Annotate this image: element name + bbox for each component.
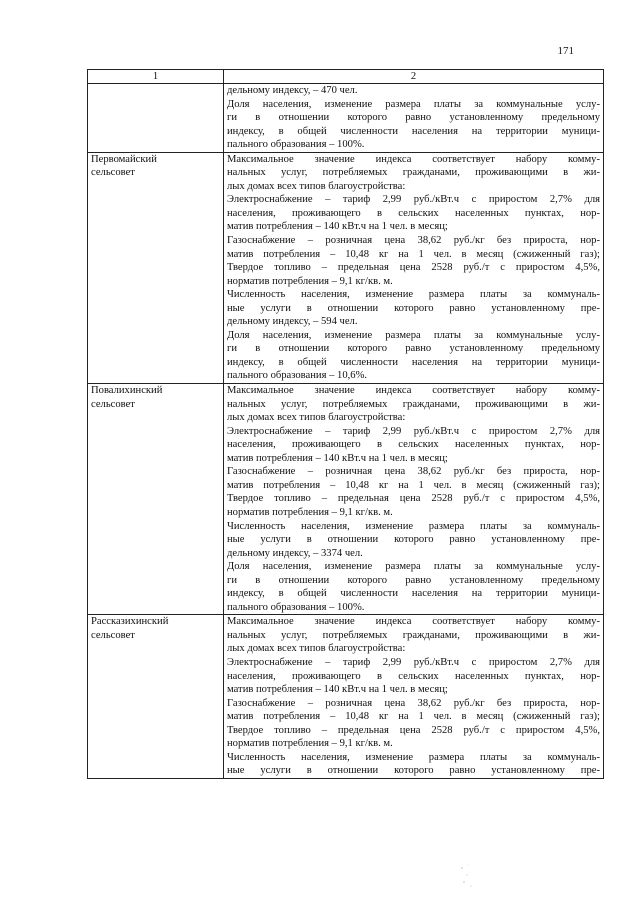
- description-line: Газоснабжение – розничная цена 38,62 руб./кг без прироста, нор-: [227, 235, 600, 247]
- region-name-cell: [88, 84, 224, 153]
- region-name-line: Повалихинский: [91, 385, 163, 397]
- description-line: Максимальное значение индекса соответствует набору комму-: [227, 385, 600, 397]
- description-line: индексу, в общей численности населения на территории муници-: [227, 125, 600, 137]
- description-line: нальных услуг, потребляемых гражданами, проживающими в жи-: [227, 398, 600, 410]
- description-line: ги в отношении которого равно установленному предельному: [227, 112, 600, 124]
- description-line: населения, проживающего в сельских населенных пунктах, нор-: [227, 439, 600, 451]
- description-line: матив потребления – 140 кВт.ч на 1 чел. в месяц;: [227, 684, 448, 696]
- description-line: Газоснабжение – розничная цена 38,62 руб./кг без прироста, нор-: [227, 697, 600, 709]
- column-header-1: 1: [88, 70, 224, 84]
- description-line: Газоснабжение – розничная цена 38,62 руб./кг без прироста, нор-: [227, 466, 600, 478]
- description-line: Численность населения, изменение размера платы за коммуналь-: [227, 289, 600, 301]
- description-line: пального образования – 10,6%.: [227, 370, 368, 382]
- description-line: населения, проживающего в сельских населенных пунктах, нор-: [227, 670, 600, 682]
- description-line: нальных услуг, потребляемых гражданами, проживающими в жи-: [227, 629, 600, 641]
- description-line: Твердое топливо – предельная цена 2528 руб./т с приростом 4,5%,: [227, 262, 600, 274]
- description-cell: [224, 384, 604, 615]
- region-name-cell: [88, 384, 224, 615]
- region-name-line: Первомайский: [91, 153, 157, 165]
- description-line: лых домах всех типов благоустройства:: [227, 412, 406, 424]
- document-table: [87, 69, 604, 779]
- column-header-2: 2: [224, 70, 604, 84]
- description-line: ги в отношении которого равно установленному предельному: [227, 574, 600, 586]
- description-line: индексу, в общей численности населения на территории муници-: [227, 356, 600, 368]
- page-number: 171: [557, 45, 574, 57]
- description-cell: [224, 615, 604, 779]
- scan-noise-marks: [458, 862, 488, 892]
- description-line: матив потребления – 140 кВт.ч на 1 чел. в месяц;: [227, 221, 448, 233]
- description-line: Электроснабжение – тариф 2,99 руб./кВт.ч с приростом 2,7% для: [227, 425, 600, 437]
- description-line: ные услуги в отношении которого равно установленному пре-: [227, 302, 600, 314]
- description-line: населения, проживающего в сельских населенных пунктах, нор-: [227, 207, 600, 219]
- description-line: матив потребления – 10,48 кг на 1 чел. в месяц (сжиженный газ);: [227, 711, 600, 723]
- description-line: нальных услуг, потребляемых гражданами, проживающими в жи-: [227, 167, 600, 179]
- region-name-line: Рассказихинский: [91, 616, 169, 628]
- table-header-row: [88, 70, 604, 84]
- description-line: Электроснабжение – тариф 2,99 руб./кВт.ч с приростом 2,7% для: [227, 194, 600, 206]
- description-line: ные услуги в отношении которого равно установленному пре-: [227, 765, 600, 777]
- description-cell: [224, 152, 604, 383]
- description-line: ги в отношении которого равно установленному предельному: [227, 343, 600, 355]
- description-line: Доля населения, изменение размера платы за коммунальные услу-: [227, 561, 600, 573]
- region-name-cell: [88, 152, 224, 383]
- description-line: Электроснабжение – тариф 2,99 руб./кВт.ч с приростом 2,7% для: [227, 656, 600, 668]
- description-line: пального образования – 100%.: [227, 139, 365, 151]
- description-line: норматив потребления – 9,1 кг/кв. м.: [227, 738, 393, 750]
- description-line: Твердое топливо – предельная цена 2528 руб./т с приростом 4,5%,: [227, 493, 600, 505]
- description-line: Доля населения, изменение размера платы за коммунальные услу-: [227, 98, 600, 110]
- table-row: [88, 384, 604, 615]
- description-line: Численность населения, изменение размера платы за коммуналь-: [227, 520, 600, 532]
- description-line: пального образования – 100%.: [227, 601, 365, 613]
- description-line: Максимальное значение индекса соответствует набору комму-: [227, 616, 600, 628]
- description-line: Твердое топливо – предельная цена 2528 руб./т с приростом 4,5%,: [227, 724, 600, 736]
- table-row: [88, 152, 604, 383]
- description-line: дельному индексу, – 594 чел.: [227, 316, 358, 328]
- description-line: норматив потребления – 9,1 кг/кв. м.: [227, 506, 393, 518]
- description-line: лых домах всех типов благоустройства:: [227, 180, 406, 192]
- description-line: дельному индексу, – 470 чел.: [227, 85, 358, 96]
- table-row: [88, 615, 604, 779]
- region-name-line: сельсовет: [91, 629, 135, 641]
- description-line: матив потребления – 140 кВт.ч на 1 чел. в месяц;: [227, 452, 448, 464]
- description-line: ные услуги в отношении которого равно установленному пре-: [227, 534, 600, 546]
- description-line: норматив потребления – 9,1 кг/кв. м.: [227, 275, 393, 287]
- description-line: матив потребления – 10,48 кг на 1 чел. в месяц (сжиженный газ);: [227, 479, 600, 491]
- table-row: [88, 84, 604, 153]
- description-line: Доля населения, изменение размера платы за коммунальные услу-: [227, 329, 600, 341]
- region-name-line: сельсовет: [91, 167, 135, 179]
- region-name-cell: [88, 615, 224, 779]
- description-cell: [224, 84, 604, 153]
- description-line: индексу, в общей численности населения на территории муници-: [227, 588, 600, 600]
- description-line: матив потребления – 10,48 кг на 1 чел. в месяц (сжиженный газ);: [227, 248, 600, 260]
- description-line: Максимальное значение индекса соответствует набору комму-: [227, 153, 600, 165]
- description-line: Численность населения, изменение размера платы за коммуналь-: [227, 751, 600, 763]
- description-line: дельному индексу, – 3374 чел.: [227, 547, 363, 559]
- description-line: лых домах всех типов благоустройства:: [227, 643, 406, 655]
- region-name-line: сельсовет: [91, 398, 135, 410]
